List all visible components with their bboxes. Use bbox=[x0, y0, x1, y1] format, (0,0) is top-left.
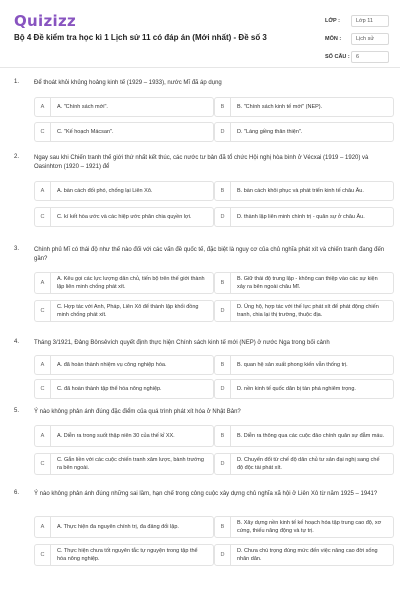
option-letter: C bbox=[35, 380, 51, 398]
option-letter: B bbox=[215, 182, 231, 200]
option-letter: A bbox=[35, 182, 51, 200]
answer-option[interactable] bbox=[34, 300, 214, 322]
answer-option[interactable] bbox=[214, 181, 394, 201]
option-text: B. quan hệ sản xuất phong kiến vẫn thống trị. bbox=[237, 362, 348, 368]
option-letter: D bbox=[215, 301, 231, 321]
option-letter: C bbox=[35, 301, 51, 321]
option-text: B. bàn cách khôi phục và phát triển kinh tế châu Âu. bbox=[237, 188, 364, 194]
option-text: A. Thực hiện đa nguyên chính trị, đa đảng đối lập. bbox=[57, 524, 179, 530]
option-text: B. Xây dựng nền kinh tế kế hoạch hóa tập trung cao độ, xơ cứng, thiếu năng động và tự trị. bbox=[237, 520, 382, 534]
option-letter: A bbox=[35, 356, 51, 374]
option-text: C. đã hoàn thành tập thể hóa nông nghiệp. bbox=[57, 386, 162, 392]
meta-row-class bbox=[325, 13, 393, 29]
meta-row-count bbox=[325, 49, 393, 65]
option-letter: D bbox=[215, 123, 231, 141]
option-letter: C bbox=[35, 123, 51, 141]
answer-option[interactable] bbox=[34, 122, 214, 142]
option-text: C. Thực hiện chưa tốt nguyên tắc tự nguyện trong tập thể hóa nông nghiệp. bbox=[57, 548, 198, 562]
option-text: A. đã hoàn thành nhiệm vụ công nghiệp hóa. bbox=[57, 362, 167, 368]
answer-option[interactable] bbox=[34, 379, 214, 399]
option-text: A. bàn cách đối phó, chống lại Liên Xô. bbox=[57, 188, 153, 194]
question-number: 2. bbox=[14, 154, 20, 160]
meta-panel bbox=[325, 13, 393, 67]
answer-option[interactable] bbox=[214, 207, 394, 227]
meta-value-class: Lớp 11 bbox=[351, 15, 389, 27]
question-number: 5. bbox=[14, 408, 20, 414]
option-letter: A bbox=[35, 426, 51, 446]
option-text: C. Gắn liền với các cuộc chiến tranh xâm lược, bành trướng ra bên ngoài. bbox=[57, 457, 204, 471]
worksheet-header bbox=[0, 0, 400, 68]
answer-option[interactable] bbox=[34, 207, 214, 227]
option-letter: A bbox=[35, 98, 51, 116]
answer-option[interactable] bbox=[34, 453, 214, 475]
answer-option[interactable] bbox=[214, 355, 394, 375]
question-text: Ý nào không phản ánh đúng những sai lầm, hạn chế trong công cuộc xây dựng chủ nghĩa xã hội ở Liên Xô từ năm 1925 – 1941? bbox=[34, 491, 378, 497]
option-letter: A bbox=[35, 273, 51, 293]
answer-option[interactable] bbox=[214, 453, 394, 475]
option-letter: C bbox=[35, 208, 51, 226]
answer-option[interactable] bbox=[34, 355, 214, 375]
option-text: C. Hợp tác với Anh, Pháp, Liên Xô để thành lập khối đồng minh chống phát xít. bbox=[57, 304, 199, 318]
answer-option[interactable] bbox=[214, 544, 394, 566]
option-letter: B bbox=[215, 273, 231, 293]
option-text: B. "Chính sách kinh tế mới" (NEP). bbox=[237, 104, 323, 110]
option-letter: B bbox=[215, 426, 231, 446]
option-text: D. thành lập liên minh chính trị - quân sự ở châu Âu. bbox=[237, 214, 365, 220]
question-text: Tháng 3/1921, Đảng Bônsêvích quyết định thực hiện Chính sách kinh tế mới (NEP) ở nước Nga trong bối cảnh bbox=[34, 340, 330, 346]
answer-option[interactable] bbox=[214, 379, 394, 399]
question-number: 1. bbox=[14, 79, 20, 85]
question-text: Ngay sau khi Chiến tranh thế giới thứ nhất kết thúc, các nước tư bản đã tổ chức Hội nghị hòa bình ở Vécxai (1919 – 1920) và Oasinhtơn (1920 – 1921) để bbox=[34, 155, 369, 170]
question-number: 4. bbox=[14, 339, 20, 345]
meta-label: SỐ CÂU : bbox=[325, 54, 350, 60]
answer-option[interactable] bbox=[34, 544, 214, 566]
meta-label: MÔN : bbox=[325, 36, 342, 42]
option-letter: A bbox=[35, 517, 51, 537]
answer-option[interactable] bbox=[34, 181, 214, 201]
option-letter: D bbox=[215, 208, 231, 226]
meta-row-subject bbox=[325, 31, 393, 47]
answer-option[interactable] bbox=[214, 425, 394, 447]
question-number: 3. bbox=[14, 246, 20, 252]
option-text: A. Diễn ra trong suốt thập niên 30 của thế kỉ XX. bbox=[57, 433, 175, 439]
quizizz-logo: Quizizz bbox=[14, 12, 77, 30]
option-text: D. Chưa chú trọng đúng mức đến việc nâng cao đời sống nhân dân. bbox=[237, 548, 378, 562]
answer-option[interactable] bbox=[34, 516, 214, 538]
option-text: D. nền kinh tế quốc dân bị tàn phá nghiêm trọng. bbox=[237, 386, 356, 392]
answer-option[interactable] bbox=[214, 516, 394, 538]
question-text: Ý nào không phản ánh đúng đặc điểm của quá trình phát xít hóa ở Nhật Bản? bbox=[34, 409, 241, 415]
answer-option[interactable] bbox=[34, 97, 214, 117]
option-letter: B bbox=[215, 517, 231, 537]
question-text: Chính phủ Mĩ có thái độ như thế nào đối với các vấn đề quốc tế, đặc biệt là nguy cơ của chủ nghĩa phát xít và chiến tranh đang đến gần? bbox=[34, 247, 385, 262]
option-letter: D bbox=[215, 380, 231, 398]
meta-value-subject: Lịch sử bbox=[351, 33, 389, 45]
answer-option[interactable] bbox=[214, 300, 394, 322]
option-text: B. Giữ thái độ trung lập - không can thiệp vào các sự kiện xảy ra bên ngoài châu Mĩ. bbox=[237, 276, 378, 290]
answer-option[interactable] bbox=[34, 425, 214, 447]
question-text: Để thoát khỏi khủng hoảng kinh tế (1929 – 1933), nước Mĩ đã áp dụng bbox=[34, 80, 222, 86]
question-number: 6. bbox=[14, 490, 20, 496]
answer-option[interactable] bbox=[214, 272, 394, 294]
option-letter: C bbox=[35, 454, 51, 474]
option-text: A. "Chính sách mới". bbox=[57, 104, 108, 110]
meta-label: LỚP : bbox=[325, 18, 340, 24]
option-text: C. "Kế hoạch Mácsan". bbox=[57, 129, 114, 135]
option-letter: B bbox=[215, 356, 231, 374]
answer-option[interactable] bbox=[214, 122, 394, 142]
option-letter: D bbox=[215, 545, 231, 565]
answer-option[interactable] bbox=[34, 272, 214, 294]
option-letter: B bbox=[215, 98, 231, 116]
option-text: B. Diễn ra thông qua các cuộc đảo chính quân sự đẫm máu. bbox=[237, 433, 385, 439]
answer-option[interactable] bbox=[214, 97, 394, 117]
option-text: A. Kêu gọi các lực lượng dân chủ, tiến bộ trên thế giới thành lập liên minh chống phát xít. bbox=[57, 276, 205, 290]
option-text: D. "Láng giềng thân thiện". bbox=[237, 129, 303, 135]
option-letter: D bbox=[215, 454, 231, 474]
option-text: C. kí kết hòa ước và các hiệp ước phân chia quyền lợi. bbox=[57, 214, 192, 220]
option-letter: C bbox=[35, 545, 51, 565]
meta-value-count: 6 bbox=[351, 51, 389, 63]
option-text: D. Chuyển đổi từ chế độ dân chủ tư sản đại nghị sang chế độ độc tài phát xít. bbox=[237, 457, 380, 471]
document-title: Bộ 4 Đề kiểm tra học kì 1 Lịch sử 11 có đáp án (Mới nhất) - Đề số 3 bbox=[14, 33, 267, 42]
option-text: D. Ủng hộ, hợp tác với thế lực phát xít để phát động chiến tranh, chia lại thị trường, thuộc địa. bbox=[237, 304, 379, 318]
